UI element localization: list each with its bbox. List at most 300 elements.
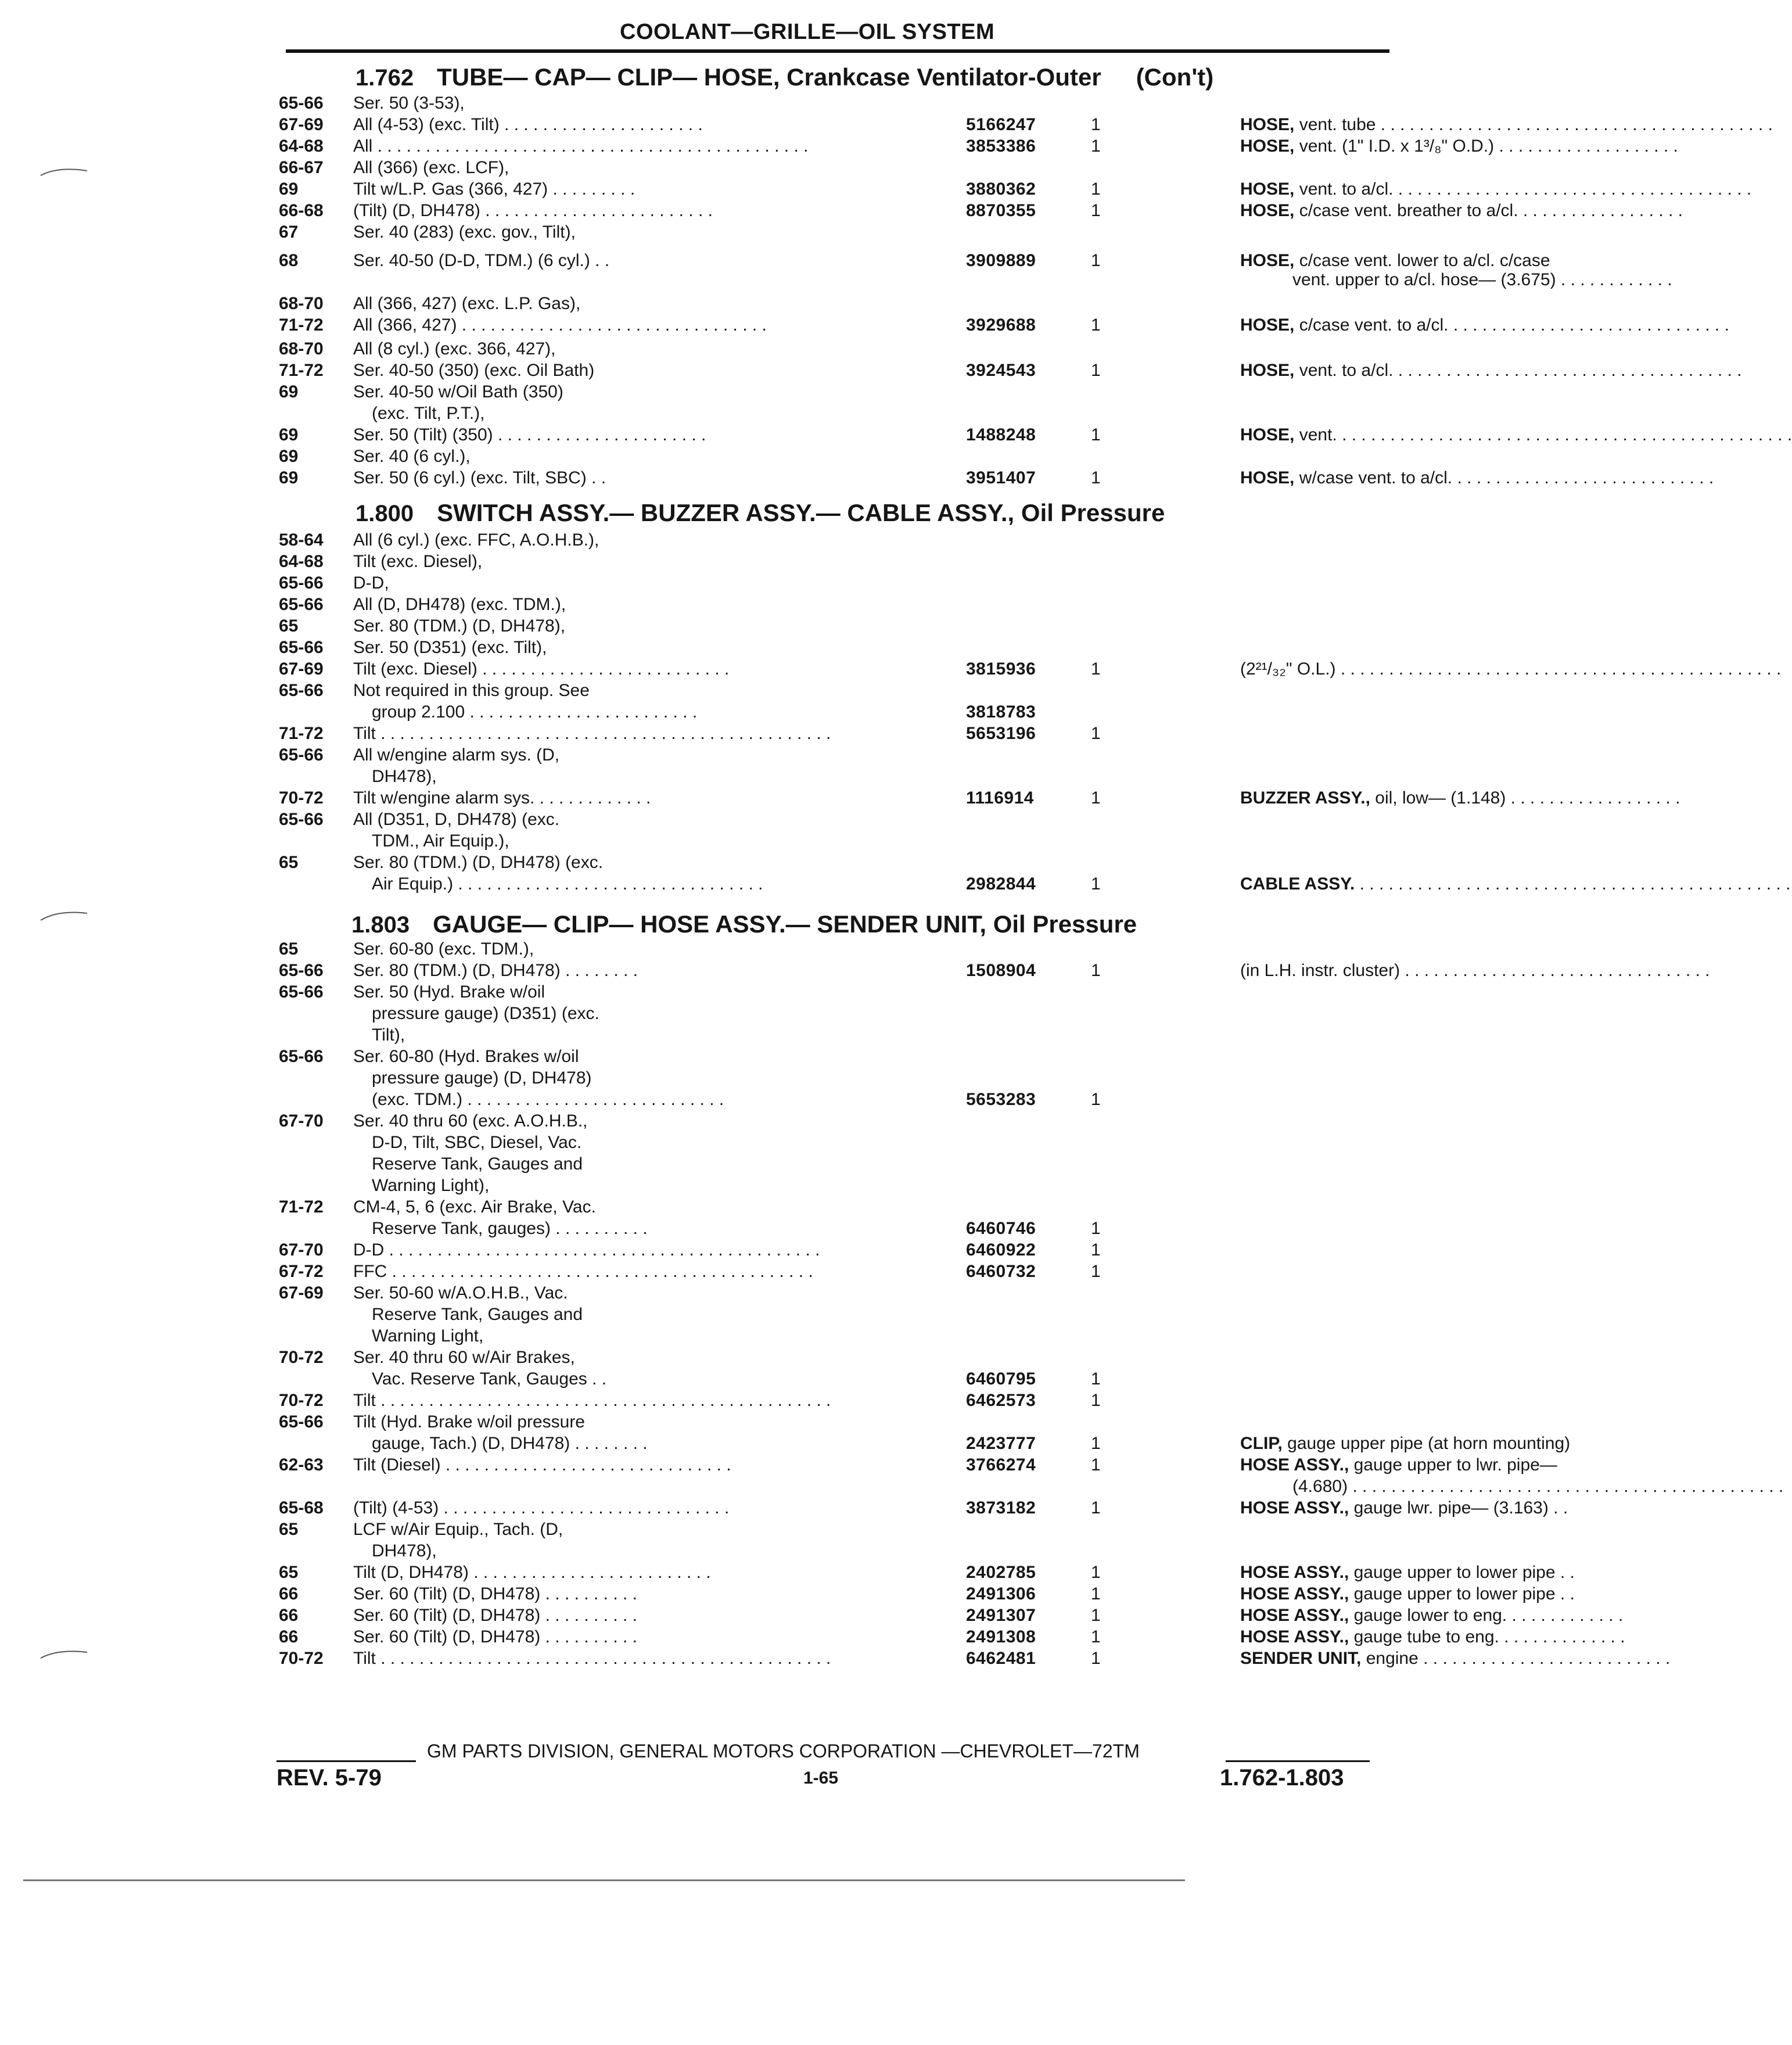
part-detail: vent. to a/cl. . . . . . . . . . . . . . . . . . . . . . . . . . . . . . . . . . . . . . <box>1294 180 1752 199</box>
application-description: (exc. TDM.) . . . . . . . . . . . . . . . . . . . . . . . . . . . <box>372 1090 724 1109</box>
quantity: 1 <box>1091 1219 1101 1238</box>
section-title: GAUGE— CLIP— HOSE ASSY.— SENDER UNIT, Oil Pressure <box>433 910 1137 938</box>
table-row <box>279 1476 1784 1497</box>
application-description: Not required in this group. See <box>353 681 590 700</box>
footer-rule-left <box>276 1760 416 1762</box>
part-detail: . . . . . . . . . . . . . . . . . . . . . . . . . . . . . . . . . . . . . . . . . . . . . <box>1355 874 1791 894</box>
application-description: DH478), <box>372 1541 437 1560</box>
model-years: 67-69 <box>279 659 324 679</box>
part-number: 2423777 <box>966 1434 1036 1453</box>
application-description: gauge, Tach.) (D, DH478) . . . . . . . . <box>372 1434 648 1453</box>
quantity: 1 <box>1091 788 1101 808</box>
part-number: 3909889 <box>966 251 1036 270</box>
application-description: Warning Light, <box>372 1326 484 1346</box>
part-number: 3766274 <box>966 1455 1036 1474</box>
application-description: All w/engine alarm sys. (D, <box>353 745 560 765</box>
application-description: All (366) (exc. LCF), <box>353 158 509 177</box>
model-years: 70-72 <box>279 1348 324 1367</box>
part-remark <box>1240 200 1683 221</box>
quantity: 1 <box>1091 1606 1101 1625</box>
application-description: Ser. 50 (Tilt) (350) . . . . . . . . . . . . . . . . . . . . . . <box>353 425 706 444</box>
page-title: COOLANT—GRILLE—OIL SYSTEM <box>620 20 995 44</box>
part-detail: vent. to a/cl. . . . . . . . . . . . . . . . . . . . . . . . . . . . . . . . . . . . . <box>1294 361 1742 380</box>
part-number: 1116914 <box>966 788 1034 808</box>
part-detail: gauge upper to lower pipe . . <box>1349 1563 1575 1582</box>
application-description: All (8 cyl.) (exc. 366, 427), <box>353 339 556 358</box>
part-name: CABLE ASSY. <box>1240 874 1355 894</box>
part-remark <box>1240 1562 1670 1583</box>
quantity: 1 <box>1091 961 1101 980</box>
model-years: 67 <box>279 223 299 242</box>
quantity: 1 <box>1091 468 1101 487</box>
part-remark <box>1240 1605 1670 1626</box>
application-description: FFC . . . . . . . . . . . . . . . . . . . . . . . . . . . . . . . . . . . . . . . . . . . . <box>353 1262 813 1281</box>
application-description: Reserve Tank, gauges) . . . . . . . . . . <box>372 1219 648 1238</box>
footer-section-range: 1.762-1.803 <box>1220 1765 1344 1791</box>
table-row <box>279 1648 1671 1669</box>
application-description: Reserve Tank, Gauges and <box>372 1305 583 1324</box>
table-row <box>279 616 1394 637</box>
application-description: Ser. 40-50 (350) (exc. Oil Bath) <box>353 361 595 380</box>
application-description: DH478), <box>372 767 437 786</box>
application-description: (Tilt) (D, DH478) . . . . . . . . . . . . . . . . . . . . . . . . <box>353 201 713 220</box>
part-number: 3924543 <box>966 361 1036 380</box>
model-years: 68-70 <box>279 339 324 358</box>
application-description: LCF w/Air Equip., Tach. (D, <box>353 1520 563 1539</box>
application-description: All (366, 427) (exc. L.P. Gas), <box>353 294 581 313</box>
model-years: 66-67 <box>279 158 324 177</box>
application-description: Reserve Tank, Gauges and <box>372 1154 583 1174</box>
part-remark <box>1240 468 1714 489</box>
table-row <box>279 1412 1394 1433</box>
table-row <box>279 680 1394 701</box>
model-years: 69 <box>279 447 299 466</box>
table-row <box>279 1175 1394 1196</box>
part-number: 3818783 <box>966 702 1036 722</box>
part-number: 2491308 <box>966 1627 1036 1646</box>
quantity: 1 <box>1091 115 1101 134</box>
table-row <box>279 1111 1394 1132</box>
application-description: Warning Light), <box>372 1176 490 1195</box>
model-years: 65 <box>279 1563 299 1582</box>
table-row <box>279 1068 1394 1089</box>
part-remark <box>1292 1476 1784 1497</box>
table-row <box>279 1605 1624 1626</box>
table-row <box>279 1562 1575 1583</box>
part-name: HOSE, <box>1240 361 1295 380</box>
model-years: 66 <box>279 1627 299 1646</box>
part-name: CLIP, <box>1240 1434 1283 1453</box>
quantity: 1 <box>1091 1262 1101 1281</box>
part-name: HOSE, <box>1240 201 1295 220</box>
quantity: 1 <box>1091 1584 1101 1603</box>
part-number: 2491306 <box>966 1584 1036 1603</box>
model-years: 66-68 <box>279 201 324 220</box>
application-description: Ser. 40-50 w/Oil Bath (350) <box>353 382 563 401</box>
model-years: 69 <box>279 425 299 444</box>
part-remark <box>1240 360 1742 381</box>
quantity: 1 <box>1091 1563 1101 1582</box>
part-remark <box>1240 960 1710 981</box>
title-rule <box>286 49 1389 53</box>
section-heading <box>351 910 1137 939</box>
part-detail: vent. upper to a/cl. hose— (3.675) . . . . . . . . . . . . <box>1292 270 1672 289</box>
model-years: 66 <box>279 1584 299 1603</box>
part-number: 6460922 <box>966 1240 1036 1260</box>
table-row <box>279 788 1680 809</box>
table-row <box>279 766 1394 787</box>
application-description: Ser. 50 (D351) (exc. Tilt), <box>353 638 547 657</box>
part-number: 5653196 <box>966 724 1036 743</box>
table-row <box>279 1519 1394 1540</box>
part-remark <box>1240 1648 1670 1669</box>
table-row <box>279 1132 1394 1153</box>
part-number: 3929688 <box>966 315 1036 335</box>
part-name: HOSE ASSY., <box>1240 1606 1349 1625</box>
table-row <box>279 852 1394 873</box>
part-number: 6460795 <box>966 1369 1036 1389</box>
part-detail: gauge upper to lwr. pipe— <box>1349 1455 1557 1474</box>
table-row <box>279 1089 1394 1110</box>
part-number: 6462573 <box>966 1391 1036 1410</box>
table-row <box>279 468 1714 489</box>
table-row <box>279 982 1394 1003</box>
quantity: 1 <box>1091 201 1101 220</box>
application-description: (Tilt) (4-53) . . . . . . . . . . . . . . . . . . . . . . . . . . . . . . <box>353 1498 730 1517</box>
application-description: Ser. 40-50 (D-D, TDM.) (6 cyl.) . . <box>353 251 610 270</box>
model-years: 65-68 <box>279 1498 324 1517</box>
binder-punch-mark <box>35 906 93 924</box>
section-heading <box>355 63 1213 92</box>
model-years: 69 <box>279 468 299 487</box>
table-row <box>279 1433 1571 1454</box>
model-years: 69 <box>279 180 299 199</box>
model-years: 65-66 <box>279 681 324 700</box>
part-name: HOSE ASSY., <box>1240 1627 1349 1646</box>
model-years: 70-72 <box>279 788 324 808</box>
part-remark <box>1240 1455 1670 1476</box>
application-description: Ser. 80 (TDM.) (D, DH478) (exc. <box>353 853 604 872</box>
part-number: 3880362 <box>966 180 1036 199</box>
part-detail: gauge upper to lower pipe . . <box>1349 1584 1575 1603</box>
part-name: HOSE, <box>1240 180 1295 199</box>
application-description: Ser. 60 (Tilt) (D, DH478) . . . . . . . . . . <box>353 1584 637 1603</box>
part-detail: oil, low— (1.148) . . . . . . . . . . . . . . . . . . <box>1370 788 1680 808</box>
table-row <box>279 446 1394 467</box>
table-row <box>279 403 1394 424</box>
table-row <box>279 360 1742 381</box>
model-years: 71-72 <box>279 315 324 335</box>
table-row <box>279 1347 1394 1368</box>
application-description: All (6 cyl.) (exc. FFC, A.O.H.B.), <box>353 530 599 550</box>
table-row <box>279 1541 1394 1562</box>
part-detail: vent. tube . . . . . . . . . . . . . . . . . . . . . . . . . . . . . . . . . . . . . . . . . <box>1294 115 1773 134</box>
part-name: HOSE, <box>1240 137 1295 156</box>
quantity: 1 <box>1091 251 1101 270</box>
part-number: 3873182 <box>966 1498 1036 1517</box>
section-title: TUBE— CAP— CLIP— HOSE, Crankcase Ventilator-Outer <box>437 63 1101 91</box>
part-number: 6460732 <box>966 1262 1036 1281</box>
table-row <box>279 659 1782 680</box>
quantity: 1 <box>1091 1391 1101 1410</box>
application-description: Ser. 40 (6 cyl.), <box>353 447 471 466</box>
model-years: 68-70 <box>279 294 324 313</box>
application-description: Tilt (exc. Diesel) . . . . . . . . . . . . . . . . . . . . . . . . . . <box>353 659 730 679</box>
section-heading <box>355 498 1165 528</box>
application-description: (exc. Tilt, P.T.), <box>372 404 485 423</box>
part-detail: gauge upper pipe (at horn mounting) <box>1282 1434 1571 1453</box>
model-years: 65-66 <box>279 573 324 593</box>
table-row <box>279 1025 1394 1046</box>
quantity: 1 <box>1091 1369 1101 1389</box>
model-years: 65-66 <box>279 1047 324 1066</box>
model-years: 65 <box>279 939 299 959</box>
model-years: 68 <box>279 251 299 270</box>
model-years: 67-70 <box>279 1111 324 1131</box>
quantity: 1 <box>1091 425 1101 444</box>
model-years: 65 <box>279 616 299 636</box>
model-years: 69 <box>279 382 299 401</box>
part-number: 5653283 <box>966 1090 1036 1109</box>
table-row <box>279 1455 1557 1476</box>
application-description: Ser. 50-60 w/A.O.H.B., Vac. <box>353 1283 568 1303</box>
section-title: SWITCH ASSY.— BUZZER ASSY.— CABLE ASSY., Oil Pressure <box>437 499 1165 526</box>
footer-revision: REV. 5-79 <box>276 1765 382 1791</box>
table-row <box>279 1304 1394 1325</box>
model-years: 71-72 <box>279 361 324 380</box>
part-number: 2982844 <box>966 874 1036 894</box>
model-years: 58-64 <box>279 530 324 550</box>
table-row <box>279 1046 1394 1067</box>
table-row <box>279 425 1792 446</box>
quantity: 1 <box>1091 724 1101 743</box>
part-name: SENDER UNIT, <box>1240 1649 1362 1668</box>
application-description: group 2.100 . . . . . . . . . . . . . . . . . . . . . . . . <box>372 702 698 722</box>
table-row <box>279 551 1394 572</box>
part-number: 3853386 <box>966 137 1036 156</box>
part-detail: engine . . . . . . . . . . . . . . . . . . . . . . . . . . <box>1361 1649 1671 1668</box>
part-number: 2491307 <box>966 1606 1036 1625</box>
application-description: Tilt . . . . . . . . . . . . . . . . . . . . . . . . . . . . . . . . . . . . . . . . . . . . . . . <box>353 724 831 743</box>
model-years: 71-72 <box>279 724 324 743</box>
application-description: Ser. 80 (TDM.) (D, DH478) . . . . . . . . <box>353 961 638 980</box>
table-row <box>279 1003 1394 1024</box>
part-remark <box>1240 315 1729 336</box>
part-detail: (2²¹/₃₂" O.L.) . . . . . . . . . . . . . . . . . . . . . . . . . . . . . . . . . . . . . . . . . . . . . . <box>1240 659 1782 679</box>
part-detail: vent. (1" I.D. x 1³/₈" O.D.) . . . . . . . . . . . . . . . . . . . <box>1294 137 1678 156</box>
model-years: 65-66 <box>279 982 324 1002</box>
table-row <box>279 1326 1394 1347</box>
table-row <box>279 831 1394 852</box>
binder-punch-mark <box>35 163 93 180</box>
table-row <box>279 1261 1394 1282</box>
table-row <box>279 315 1729 336</box>
table-row <box>279 382 1394 403</box>
quantity: 1 <box>1091 315 1101 335</box>
part-remark <box>1240 136 1678 157</box>
part-number: 3951407 <box>966 468 1036 487</box>
part-detail: gauge lower to eng. . . . . . . . . . . . . <box>1349 1606 1624 1625</box>
quantity: 1 <box>1091 1455 1101 1474</box>
table-row <box>279 1197 1394 1218</box>
part-remark <box>1240 788 1680 809</box>
table-row <box>279 1154 1394 1175</box>
part-number: 5166247 <box>966 115 1036 134</box>
quantity: 1 <box>1091 1649 1101 1668</box>
footer-page-number: 1-65 <box>803 1768 839 1788</box>
application-description: D-D, <box>353 573 389 593</box>
model-years: 65-66 <box>279 595 324 614</box>
part-detail: (in L.H. instr. cluster) . . . . . . . . . . . . . . . . . . . . . . . . . . . . . . . . <box>1240 961 1710 980</box>
model-years: 65-66 <box>279 745 324 765</box>
section-number: 1.762 <box>355 65 414 91</box>
application-description: Ser. 60-80 (Hyd. Brakes w/oil <box>353 1047 579 1066</box>
model-years: 70-72 <box>279 1649 324 1668</box>
part-name: HOSE, <box>1240 251 1295 270</box>
part-name: HOSE, <box>1240 425 1295 444</box>
quantity: 1 <box>1091 180 1101 199</box>
part-detail: c/case vent. lower to a/cl. c/case <box>1294 251 1550 270</box>
table-row <box>279 270 1672 290</box>
footer-rule-right <box>1226 1760 1370 1762</box>
part-remark <box>1240 1627 1670 1648</box>
application-description: Tilt w/engine alarm sys. . . . . . . . . . . . . <box>353 788 651 808</box>
part-remark <box>1240 659 1782 680</box>
part-name: HOSE ASSY., <box>1240 1455 1349 1474</box>
application-description: Ser. 60-80 (exc. TDM.), <box>353 939 534 959</box>
application-description: Ser. 80 (TDM.) (D, DH478), <box>353 616 566 636</box>
part-remark <box>1240 874 1791 895</box>
application-description: All . . . . . . . . . . . . . . . . . . . . . . . . . . . . . . . . . . . . . . . . . . . . . <box>353 137 809 156</box>
part-number: 3815936 <box>966 659 1036 679</box>
part-name: HOSE, <box>1240 315 1295 335</box>
table-row <box>279 222 1394 243</box>
part-name: HOSE, <box>1240 115 1295 134</box>
binder-punch-mark <box>35 1644 93 1662</box>
part-remark <box>1240 250 1670 271</box>
application-description: All (4-53) (exc. Tilt) . . . . . . . . . . . . . . . . . . . . . <box>353 115 703 134</box>
model-years: 65-66 <box>279 1412 324 1432</box>
application-description: Ser. 60 (Tilt) (D, DH478) . . . . . . . . . . <box>353 1606 637 1625</box>
part-name: HOSE ASSY., <box>1240 1584 1349 1603</box>
application-description: All (D, DH478) (exc. TDM.), <box>353 595 566 614</box>
application-description: Tilt . . . . . . . . . . . . . . . . . . . . . . . . . . . . . . . . . . . . . . . . . . . . . . . <box>353 1649 831 1668</box>
table-row <box>279 702 1394 723</box>
model-years: 62-63 <box>279 1455 324 1474</box>
model-years: 67-69 <box>279 115 324 134</box>
application-description: Ser. 50 (Hyd. Brake w/oil <box>353 982 545 1002</box>
application-description: Tilt), <box>372 1025 405 1045</box>
table-row <box>279 1369 1394 1390</box>
part-detail: (4.680) . . . . . . . . . . . . . . . . . . . . . . . . . . . . . . . . . . . . . . . . . . . . . <box>1292 1477 1784 1496</box>
table-row <box>279 1584 1575 1605</box>
part-detail: c/case vent. breather to a/cl. . . . . . . . . . . . . . . . . . <box>1294 201 1683 220</box>
part-number: 6460746 <box>966 1219 1036 1238</box>
application-description: All (366, 427) . . . . . . . . . . . . . . . . . . . . . . . . . . . . . . . . <box>353 315 767 335</box>
scan-edge-line <box>23 1879 1185 1881</box>
model-years: 65 <box>279 1520 299 1539</box>
part-name: HOSE ASSY., <box>1240 1563 1349 1582</box>
application-description: pressure gauge) (D, DH478) <box>372 1068 592 1088</box>
table-row <box>279 939 1394 960</box>
part-remark <box>1240 179 1752 200</box>
part-detail: c/case vent. to a/cl. . . . . . . . . . . . . . . . . . . . . . . . . . . . . . <box>1294 315 1729 335</box>
table-row <box>279 93 1394 114</box>
section-number: 1.803 <box>351 912 410 938</box>
quantity: 1 <box>1091 1240 1101 1260</box>
application-description: Tilt (Diesel) . . . . . . . . . . . . . . . . . . . . . . . . . . . . . . <box>353 1455 731 1474</box>
part-detail: w/case vent. to a/cl. . . . . . . . . . . . . . . . . . . . . . . . . . . . <box>1294 468 1714 487</box>
application-description: Tilt (D, DH478) . . . . . . . . . . . . . . . . . . . . . . . . . <box>353 1563 711 1582</box>
section-number: 1.800 <box>355 501 414 526</box>
model-years: 71-72 <box>279 1197 324 1217</box>
table-row <box>279 200 1683 221</box>
table-row <box>279 114 1773 135</box>
table-row <box>279 250 1550 271</box>
quantity: 1 <box>1091 137 1101 156</box>
quantity: 1 <box>1091 1434 1101 1453</box>
table-row <box>279 1498 1568 1519</box>
application-description: Ser. 50 (3-53), <box>353 94 465 113</box>
model-years: 64-68 <box>279 552 324 571</box>
application-description: Tilt . . . . . . . . . . . . . . . . . . . . . . . . . . . . . . . . . . . . . . . . . . . . . . . <box>353 1391 831 1410</box>
model-years: 65-66 <box>279 94 324 113</box>
quantity: 1 <box>1091 1090 1101 1109</box>
table-row <box>279 809 1394 830</box>
quantity: 1 <box>1091 361 1101 380</box>
model-years: 70-72 <box>279 1391 324 1410</box>
model-years: 67-72 <box>279 1262 324 1281</box>
model-years: 65-66 <box>279 638 324 657</box>
application-description: D-D, Tilt, SBC, Diesel, Vac. <box>372 1133 582 1152</box>
part-name: HOSE ASSY., <box>1240 1498 1349 1517</box>
model-years: 67-69 <box>279 1283 324 1303</box>
table-row <box>279 874 1791 895</box>
model-years: 65 <box>279 853 299 872</box>
table-row <box>279 573 1394 594</box>
part-number: 2402785 <box>966 1563 1036 1582</box>
quantity: 1 <box>1091 874 1101 894</box>
part-remark <box>1240 1498 1670 1519</box>
application-description: CM-4, 5, 6 (exc. Air Brake, Vac. <box>353 1197 596 1217</box>
part-remark <box>1240 114 1773 135</box>
footer-corporation: GM PARTS DIVISION, GENERAL MOTORS CORPORATION —CHEVROLET—72TM <box>427 1741 1140 1761</box>
table-row <box>279 1218 1394 1239</box>
part-remark <box>1240 1584 1670 1605</box>
part-detail: gauge lwr. pipe— (3.163) . . <box>1349 1498 1568 1517</box>
application-description: All (D351, D, DH478) (exc. <box>353 810 560 829</box>
table-row <box>279 339 1394 360</box>
model-years: 65-66 <box>279 810 324 829</box>
application-description: Air Equip.) . . . . . . . . . . . . . . . . . . . . . . . . . . . . . . . . <box>372 874 763 894</box>
part-name: HOSE, <box>1240 468 1295 487</box>
table-row <box>279 723 1394 744</box>
application-description: Ser. 50 (6 cyl.) (exc. Tilt, SBC) . . <box>353 468 606 487</box>
application-description: pressure gauge) (D351) (exc. <box>372 1004 599 1023</box>
part-remark <box>1240 425 1792 446</box>
application-description: Vac. Reserve Tank, Gauges . . <box>372 1369 607 1389</box>
part-remark <box>1292 270 1670 290</box>
part-number: 1508904 <box>966 961 1036 980</box>
table-row <box>279 293 1394 314</box>
application-description: Ser. 40 thru 60 w/Air Brakes, <box>353 1348 575 1367</box>
table-row <box>279 179 1752 200</box>
part-name: BUZZER ASSY., <box>1240 788 1370 808</box>
model-years: 67-70 <box>279 1240 324 1260</box>
quantity: 1 <box>1091 1498 1101 1517</box>
model-years: 66 <box>279 1606 299 1625</box>
quantity: 1 <box>1091 1627 1101 1646</box>
